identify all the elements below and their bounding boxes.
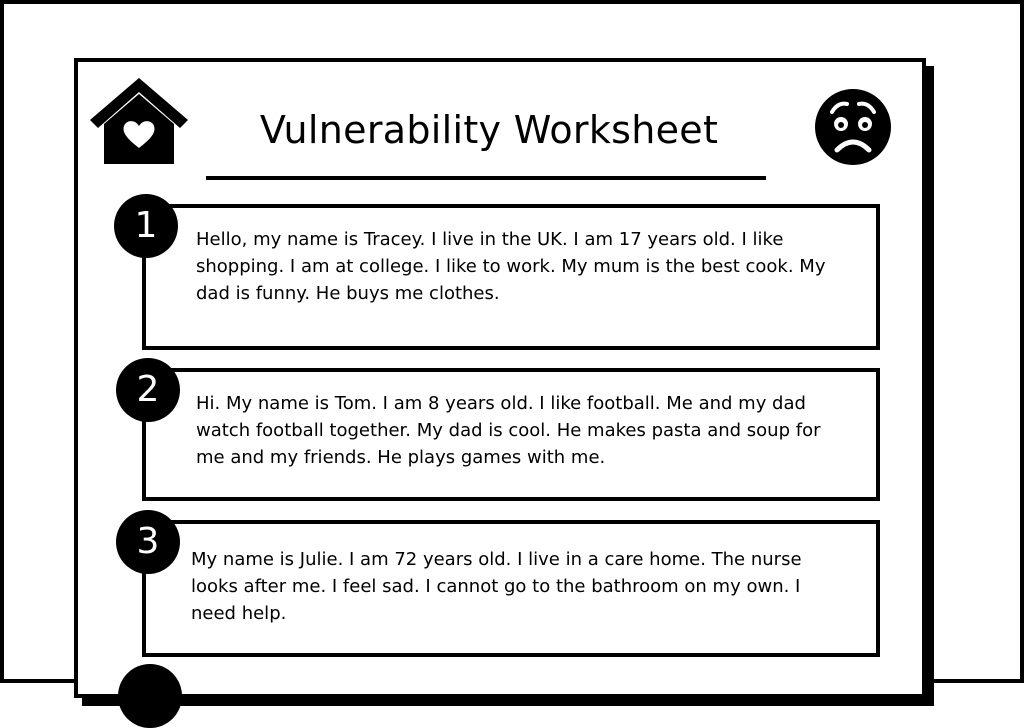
- house-heart-icon: [88, 76, 190, 166]
- title-underline: [206, 176, 766, 180]
- number-badge-2: 2: [116, 358, 180, 422]
- statement-text-1: Hello, my name is Tracey. I live in the UK. I am 17 years old. I like shopping. I am at college. I like to work. My mum is the best cook. My dad is funny. He buys me clothes.: [196, 229, 826, 304]
- number-badge-3: 3: [116, 510, 180, 574]
- page-title: Vulnerability Worksheet: [259, 108, 719, 152]
- number-badge-1: 1: [114, 194, 178, 258]
- statement-text-3: My name is Julie. I am 72 years old. I live in a care home. The nurse looks after me. I feel sad. I cannot go to the bathroom on my own. I need help.: [191, 549, 802, 624]
- statement-text-2: Hi. My name is Tom. I am 8 years old. I like football. Me and my dad watch football together. My dad is cool. He makes pasta and soup for me and my friends. He plays games with me.: [196, 393, 821, 468]
- number-badge-4-partial: [118, 664, 182, 728]
- sad-face-icon: [814, 88, 892, 166]
